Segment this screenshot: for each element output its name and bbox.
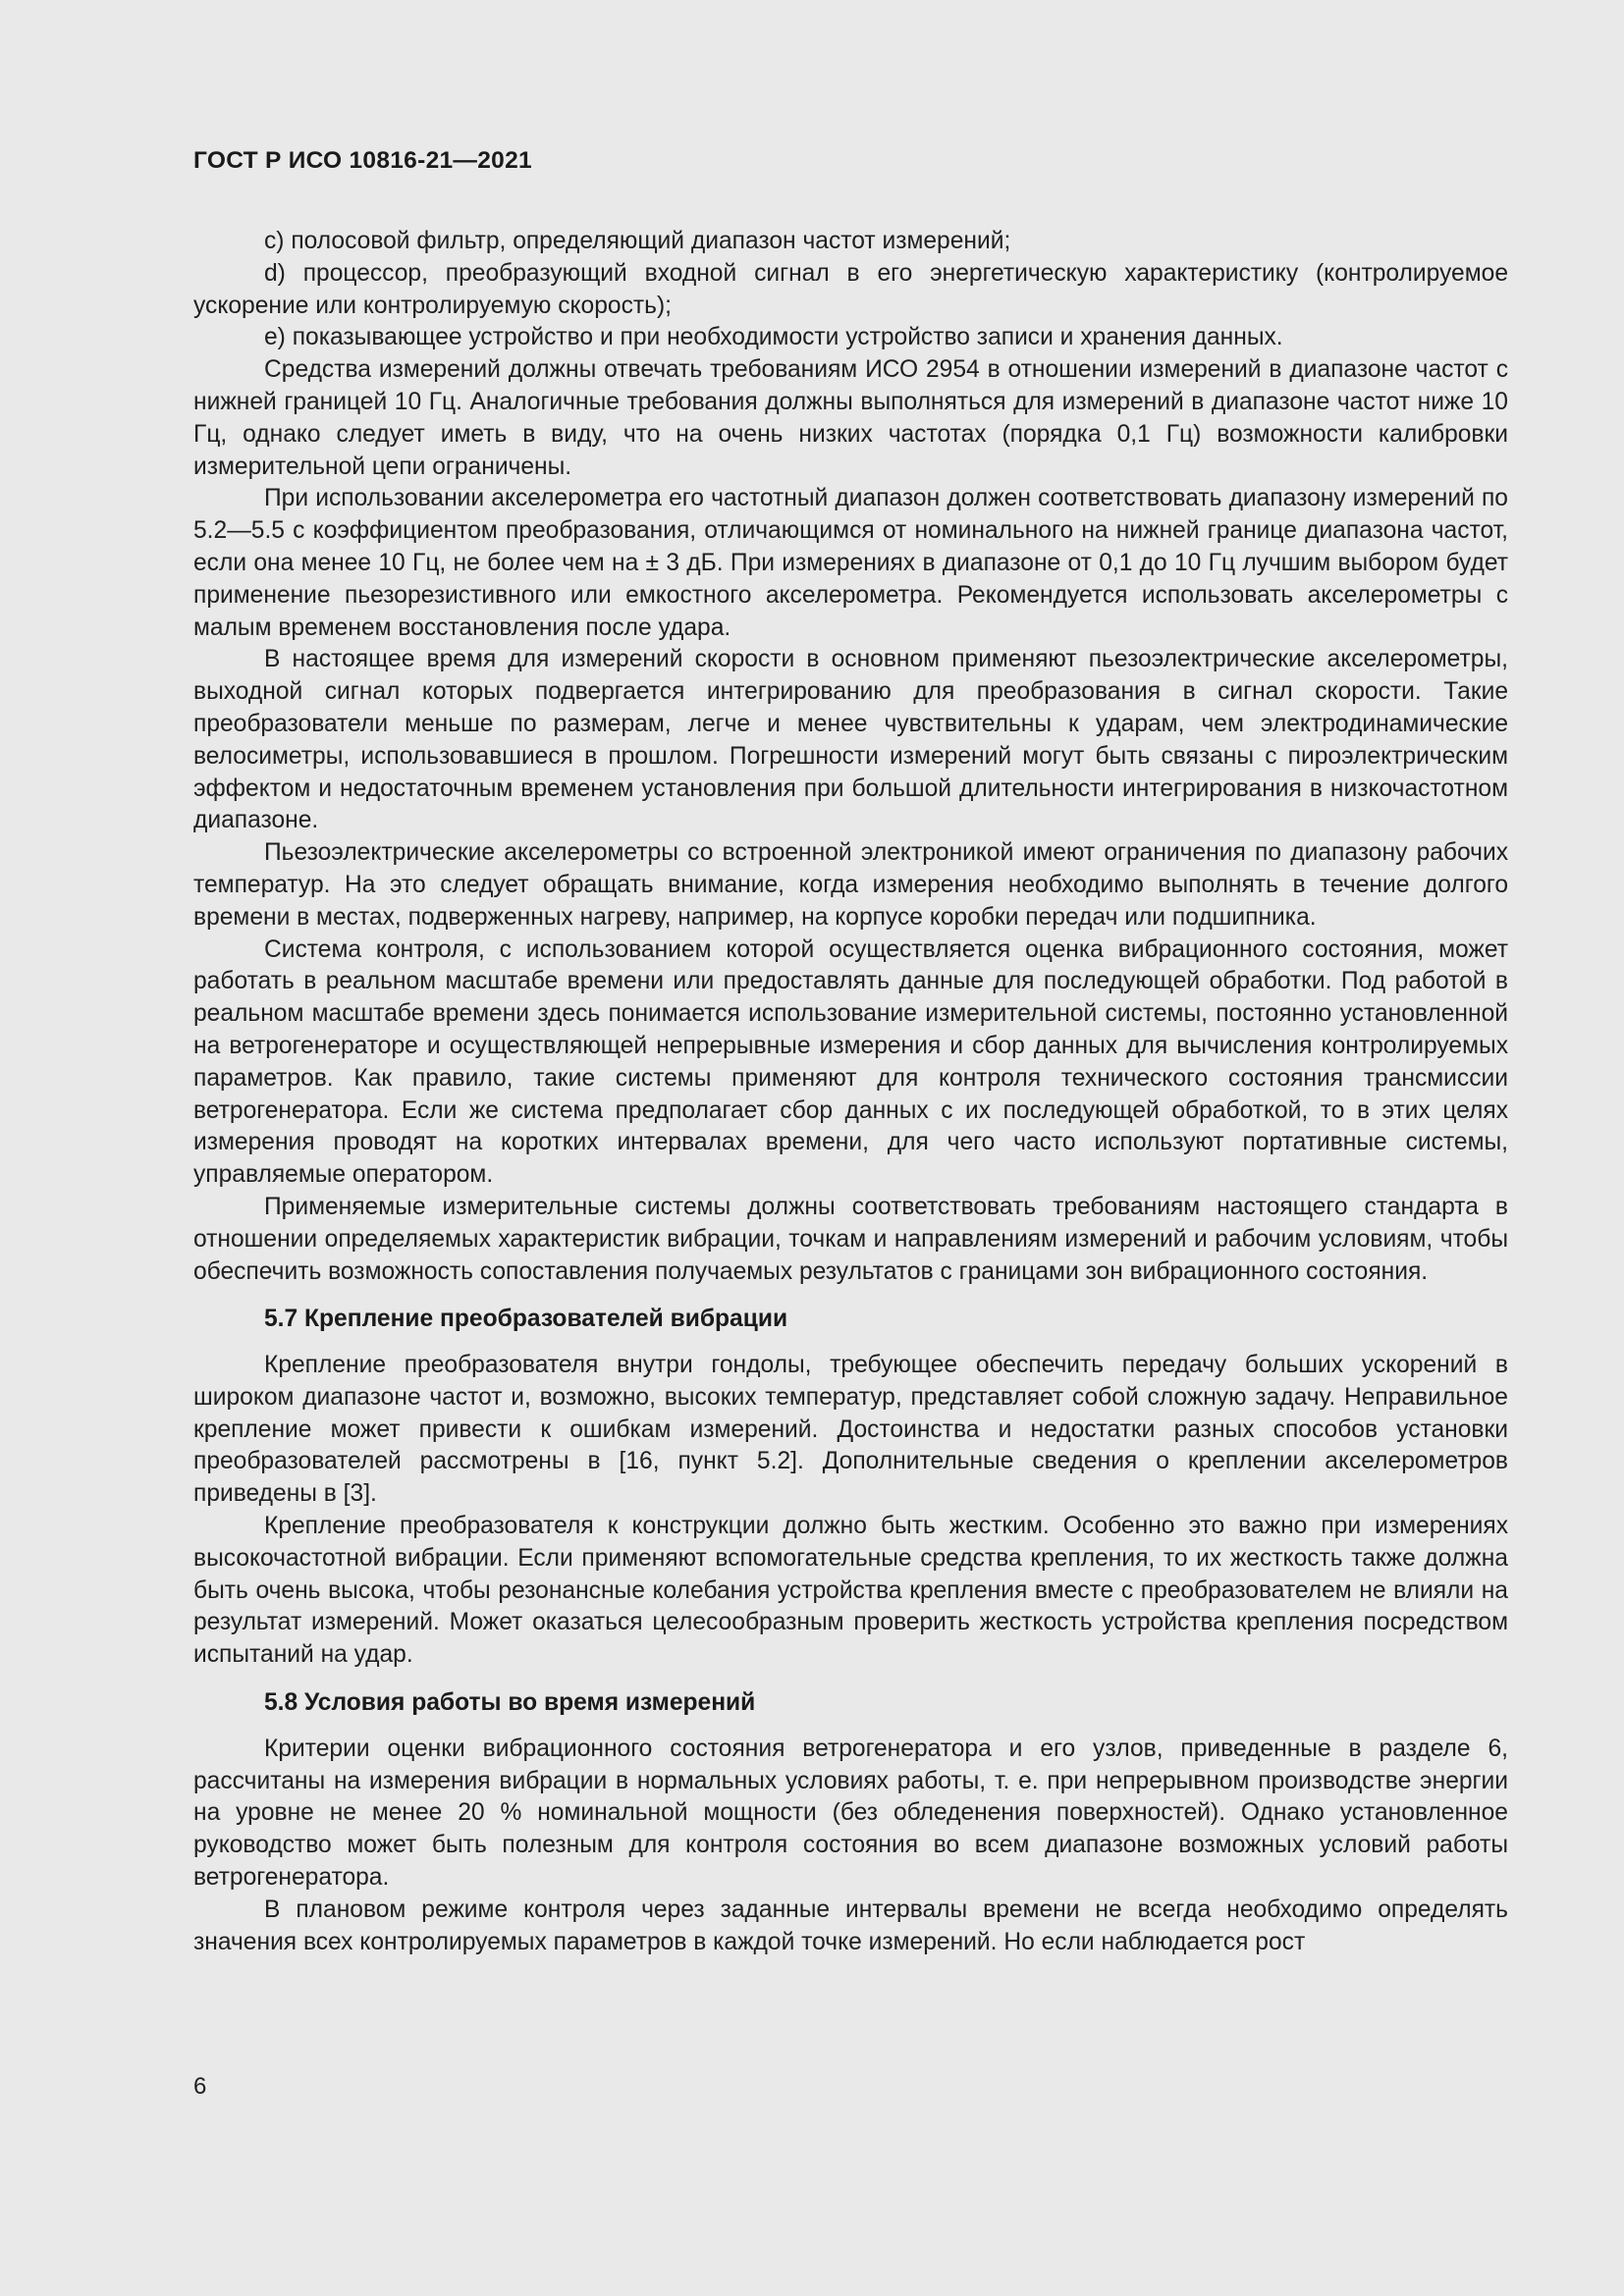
paragraph-transducer-mounting: Крепление преобразователя внутри гондолы, требующее обеспечить передачу больших ускорений в широком диапазоне частот и, возможно, высоких температур, представляет собой сложную задачу. Неправильное крепление может привести к ошибкам измерений. Достоинства и недостатки разных способов установки преобразователей рассмотрены в [16, пункт 5.2]. Дополнительные сведения о креплении акселерометров приведены в [3]. — [193, 1352, 1508, 1508]
paragraph-accelerometer-range: При использовании акселерометра его частотный диапазон должен соответствовать диапазону измерений по 5.2—5.5 с коэффициентом преобразования, отличающимся от номинального на нижней границе диапазона частот, если она менее 10 Гц, не более чем на ± 3 дБ. При измерениях в диапазоне от 0,1 до 10 Гц лучшим выбором будет применение пьезорезистивного или емкостного акселерометра. Рекомендуется использовать акселерометры с малым временем восстановления после удара. — [193, 485, 1508, 641]
paragraph-velocity-measurement: В настоящее время для измерений скорости в основном применяют пьезоэлектрические акселерометры, выходной сигнал которых подвергается интегрированию для преобразования в сигнал скорости. Такие преобразователи меньше по размерам, легче и менее чувствительны к ударам, чем электродинамические велосиметры, использовавшиеся в прошлом. Погрешности измерений могут быть связаны с пироэлектрическим эффектом и недостаточным временем установления при большой длительности интегрирования в низкочастотном диапазоне. — [193, 646, 1508, 834]
paragraph-measurement-requirements: Средства измерений должны отвечать требованиям ИСО 2954 в отношении измерений в диапазоне частот с нижней границей 10 Гц. Аналогичные требования должны выполняться для измерений в диапазоне частот ниже 10 Гц, однако следует иметь в виду, что на очень низких частотах (порядка 0,1 Гц) возможности калибровки измерительной цепи ограничены. — [193, 356, 1508, 480]
paragraph-measurement-systems: Применяемые измерительные системы должны соответствовать требованиям настоящего стандарта в отношении определяемых характеристик вибрации, точкам и направлениям измерений и рабочим условиям, чтобы обеспечить возможность сопоставления получаемых результатов с границами зон вибрационного состояния. — [193, 1193, 1508, 1285]
standard-code-header: ГОСТ Р ИСО 10816-21—2021 — [193, 147, 532, 174]
list-item-e: е) показывающее устройство и при необходимости устройство записи и хранения данных. — [264, 324, 1283, 351]
paragraph-temperature-limits: Пьезоэлектрические акселерометры со встроенной электроникой имеют ограничения по диапазону рабочих температур. На это следует обращать внимание, когда измерения необходимо выполнять в течение долгого времени в местах, подверженных нагреву, например, на корпусе коробки передач или подшипника. — [193, 839, 1508, 931]
section-heading-5-8: 5.8 Условия работы во время измерений — [264, 1689, 756, 1717]
page-number: 6 — [193, 2073, 207, 2100]
section-heading-5-7: 5.7 Крепление преобразователей вибрации — [264, 1306, 788, 1333]
paragraph-mounting-rigidity: Крепление преобразователя к конструкции должно быть жестким. Особенно это важно при измерениях высокочастотной вибрации. Если применяют вспомогательные средства крепления, то их жесткость также должна быть очень высока, чтобы резонансные колебания устройства крепления вместе с преобразователем не влияли на результат измерений. Может оказаться целесообразным проверить жесткость устройства крепления посредством испытаний на удар. — [193, 1513, 1508, 1669]
paragraph-evaluation-criteria: Критерии оценки вибрационного состояния ветрогенератора и его узлов, приведенные в разделе 6, рассчитаны на измерения вибрации в нормальных условиях работы, т. е. при непрерывном производстве энергии на уровне не менее 20 % номинальной мощности (без обледенения поверхностей). Однако установленное руководство может быть полезным для контроля состояния во всем диапазоне возможных условий работы ветрогенератора. — [193, 1735, 1508, 1892]
paragraph-planned-monitoring: В плановом режиме контроля через заданные интервалы времени не всегда необходимо определять значения всех контролируемых параметров в каждой точке измерений. Но если наблюдается рост — [193, 1896, 1508, 1955]
document-body — [193, 226, 1508, 1958]
list-item-d: d) процессор, преобразующий входной сигнал в его энергетическую характеристику (контролируемое ускорение или контролируемую скорость); — [193, 259, 1508, 319]
paragraph-monitoring-system: Система контроля, с использованием которой осуществляется оценка вибрационного состояния, может работать в реальном масштабе времени или предоставлять данные для последующей обработки. Под работой в реальном масштабе времени здесь понимается использование измерительной системы, постоянно установленной на ветрогенераторе и осуществляющей непрерывные измерения и сбор данных для вычисления контролируемых параметров. Как правило, такие системы применяют для контроля технического состояния трансмиссии ветрогенератора. Если же система предполагает сбор данных с их последующей обработкой, то в этих целях измерения проводят на коротких интервалах времени, для чего часто используют портативные системы, управляемые оператором. — [193, 935, 1508, 1189]
list-item-c: с) полосовой фильтр, определяющий диапазон частот измерений; — [264, 228, 1011, 254]
